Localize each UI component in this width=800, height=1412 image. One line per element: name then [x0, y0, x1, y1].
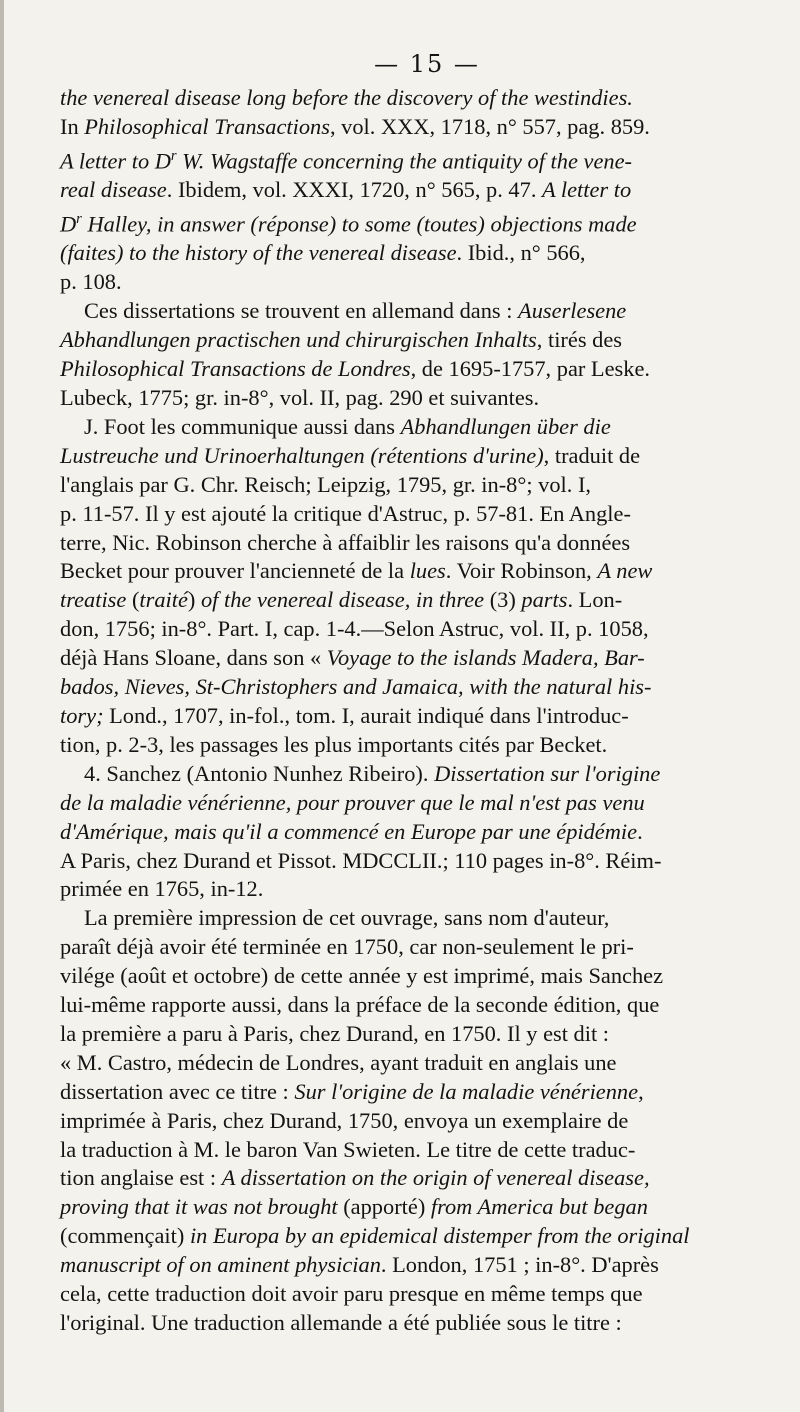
text-span: « M. Castro, médecin de Londres, ayant traduit en anglais une	[60, 1049, 617, 1075]
text-line	[60, 1193, 772, 1222]
text-line	[60, 297, 772, 326]
text-line	[60, 1251, 772, 1280]
italic-text-span: Abhandlungen practischen und chirurgischen Inhalts	[60, 327, 537, 353]
text-span: , de 1695-1757, par Leske.	[410, 356, 650, 382]
italic-text-span: from America but began	[430, 1194, 648, 1220]
text-line	[60, 789, 772, 818]
text-line	[60, 933, 772, 962]
italic-text-span: A letter to	[542, 177, 632, 203]
text-span: )	[187, 587, 201, 613]
text-line	[60, 355, 772, 384]
italic-text-span: to some	[336, 211, 417, 237]
italic-text-span: tory;	[60, 702, 104, 728]
text-span: . Voir Robinson,	[445, 558, 598, 584]
italic-text-span: de la maladie vénérienne, pour prouver que le mal n'est pas venu	[60, 789, 645, 815]
text-line	[60, 471, 772, 500]
text-line	[60, 875, 772, 904]
text-line	[60, 557, 772, 586]
text-line	[60, 326, 772, 355]
text-span: , vol. XXX, 1718, n° 557, pag. 859.	[329, 113, 650, 139]
text-span: Becket pour prouver l'ancienneté de la	[60, 558, 410, 584]
italic-text-span: of the venereal disease, in three	[200, 587, 485, 613]
italic-text-span: A dissertation on the origin of venereal disease,	[221, 1165, 650, 1191]
text-span: tion, p. 2-3, les passages les plus importants cités par Becket.	[60, 731, 608, 757]
italic-text-span: A new	[597, 558, 653, 584]
text-line	[60, 176, 772, 205]
text-line	[60, 1309, 772, 1338]
text-span: Lond., 1707, in-fol., tom. I, aurait indiqué dans l'introduc-	[103, 702, 629, 728]
italic-text-span: D	[60, 211, 77, 237]
text-span: paraît déjà avoir été terminée en 1750, car non-seulement le pri-	[60, 934, 634, 960]
text-line	[60, 205, 772, 239]
text-span: lui-même rapporte aussi, dans la préface de la seconde édition, que	[60, 992, 660, 1018]
text-span: A Paris, chez Durand et Pissot. MDCCLII.; 110 pages in-8°. Réim-	[60, 847, 662, 873]
page-binding-edge	[0, 0, 4, 1412]
italic-text-span: Dissertation sur l'origine	[434, 760, 661, 786]
italic-text-span: traité	[139, 587, 188, 613]
text-span: , traduit de	[543, 442, 641, 468]
italic-text-span: in Europa by an epidemical distemper from the original	[189, 1223, 690, 1249]
text-line	[60, 962, 772, 991]
italic-text-span: treatise	[60, 587, 127, 613]
text-line	[60, 500, 772, 529]
italic-text-span: proving that it was not brought	[60, 1194, 338, 1220]
text-span: déjà Hans Sloane, dans son «	[60, 645, 327, 671]
page-body-text	[60, 84, 772, 1338]
text-span: don, 1756; in-8°. Part. I, cap. 1-4.—Selon Astruc, vol. II, p. 1058,	[60, 616, 649, 642]
text-line	[60, 1107, 772, 1136]
italic-text-span: Sur l'origine de la maladie vénérienne	[294, 1078, 639, 1104]
text-span: . London, 1751 ; in-8°. D'après	[380, 1252, 659, 1278]
italic-text-span: lues	[409, 558, 446, 584]
text-span: J. Foot les communique aussi dans	[84, 413, 401, 439]
italic-text-span: Philosophical Transactions	[84, 113, 330, 139]
text-line	[60, 142, 772, 176]
italic-text-span: manuscript of on aminent physician	[60, 1252, 381, 1278]
text-line	[60, 991, 772, 1020]
text-line	[60, 1164, 772, 1193]
text-span: dissertation avec ce titre :	[60, 1078, 295, 1104]
text-line	[60, 529, 772, 558]
text-span: (3)	[484, 587, 522, 613]
text-span: (	[126, 587, 140, 613]
italic-text-span: Voyage to the islands Madera, Bar-	[326, 645, 645, 671]
text-span: , tirés des	[536, 327, 622, 353]
text-span: l'anglais par G. Chr. Reisch; Leipzig, 1795, gr. in-8°; vol. I,	[60, 471, 592, 497]
italic-text-span: (faites)	[60, 240, 124, 266]
text-span: 4. Sanchez (Antonio Nunhez Ribeiro).	[84, 760, 435, 786]
text-span: vilége (août et octobre) de cette année y est imprimé, mais Sanchez	[60, 963, 664, 989]
text-span: Lubeck, 1775; gr. in-8°, vol. II, pag. 290 et suivantes.	[60, 385, 540, 410]
text-line	[60, 1222, 772, 1251]
text-span: l'original. Une traduction allemande a été publiée sous le titre :	[60, 1310, 622, 1335]
text-span: p. 108.	[60, 269, 122, 295]
text-span: terre, Nic. Robinson cherche à affaiblir les raisons qu'a données	[60, 529, 631, 555]
text-line	[60, 1136, 772, 1165]
text-span: (commençait)	[60, 1223, 190, 1249]
text-line	[60, 702, 772, 731]
text-line	[60, 904, 772, 933]
text-span: La première impression de cet ouvrage, sans nom d'auteur,	[84, 905, 610, 931]
text-line	[60, 84, 772, 113]
text-line	[60, 113, 772, 142]
text-span: .	[637, 818, 643, 844]
text-line	[60, 673, 772, 702]
text-line	[60, 239, 772, 268]
italic-text-span: Lustreuche und Urinoerhaltungen (rétentions d'urine)	[60, 442, 544, 468]
italic-text-span: r	[170, 147, 177, 164]
text-span: la première a paru à Paris, chez Durand, en 1750. Il y est dit :	[60, 1020, 609, 1046]
italic-text-span: Halley, in answer	[81, 211, 251, 237]
text-line	[60, 615, 772, 644]
text-line	[60, 644, 772, 673]
italic-text-span: Abhandlungen über die	[400, 413, 611, 439]
italic-text-span: real disease	[60, 177, 167, 203]
text-line	[60, 1280, 772, 1309]
text-line	[60, 268, 772, 297]
italic-text-span: W. Wagstaffe concerning the antiquity of the vene-	[176, 148, 632, 174]
text-line	[60, 586, 772, 615]
text-line	[60, 731, 772, 760]
text-span: imprimée à Paris, chez Durand, 1750, envoya un exemplaire de	[60, 1107, 629, 1133]
page-number: — 15 —	[374, 50, 480, 78]
text-line	[60, 1020, 772, 1049]
text-line	[60, 847, 772, 876]
text-line	[60, 413, 772, 442]
text-span: ,	[638, 1078, 644, 1104]
italic-text-span: bados, Nieves, St-Christophers and Jamaica, with the natural his-	[60, 674, 652, 700]
text-line	[60, 1078, 772, 1107]
text-line	[60, 442, 772, 471]
text-span: Ces dissertations se trouvent en allemand dans :	[84, 298, 519, 324]
text-span: cela, cette traduction doit avoir paru presque en même temps que	[60, 1281, 643, 1307]
italic-text-span: to the history of the venereal disease	[123, 240, 457, 266]
text-line	[60, 760, 772, 789]
italic-text-span: the venereal disease long before the discovery of the westindies.	[60, 85, 633, 110]
italic-text-span: Philosophical Transactions de Londres	[60, 356, 411, 382]
text-span: tion anglaise est :	[60, 1165, 222, 1191]
text-span: . Ibidem, vol. XXXI, 1720, n° 565, p. 47.	[166, 177, 543, 203]
text-span: p. 11-57. Il y est ajouté la critique d'Astruc, p. 57-81. En Angle-	[60, 500, 631, 526]
book-page	[60, 50, 772, 1338]
italic-text-span: parts	[521, 587, 568, 613]
italic-text-span: A letter to D	[60, 148, 171, 174]
text-span: primée en 1765, in-12.	[60, 876, 264, 902]
text-span: la traduction à M. le baron Van Swieten. Le titre de cette traduc-	[60, 1136, 636, 1162]
italic-text-span: Auserlesene	[518, 298, 627, 324]
italic-text-span: d'Amérique, mais qu'il a commencé en Europe par une épidémie	[60, 818, 638, 844]
text-span: (apporté)	[337, 1194, 431, 1220]
italic-text-span: (réponse)	[250, 211, 337, 237]
text-line	[60, 1049, 772, 1078]
text-span: In	[60, 113, 85, 139]
italic-text-span: r	[76, 211, 82, 228]
text-line	[60, 384, 772, 413]
italic-text-span: (toutes)	[416, 211, 485, 237]
text-line	[60, 818, 772, 847]
italic-text-span: objections made	[484, 211, 637, 237]
text-span: . Lon-	[567, 587, 623, 613]
text-span: . Ibid., n° 566,	[456, 240, 586, 266]
